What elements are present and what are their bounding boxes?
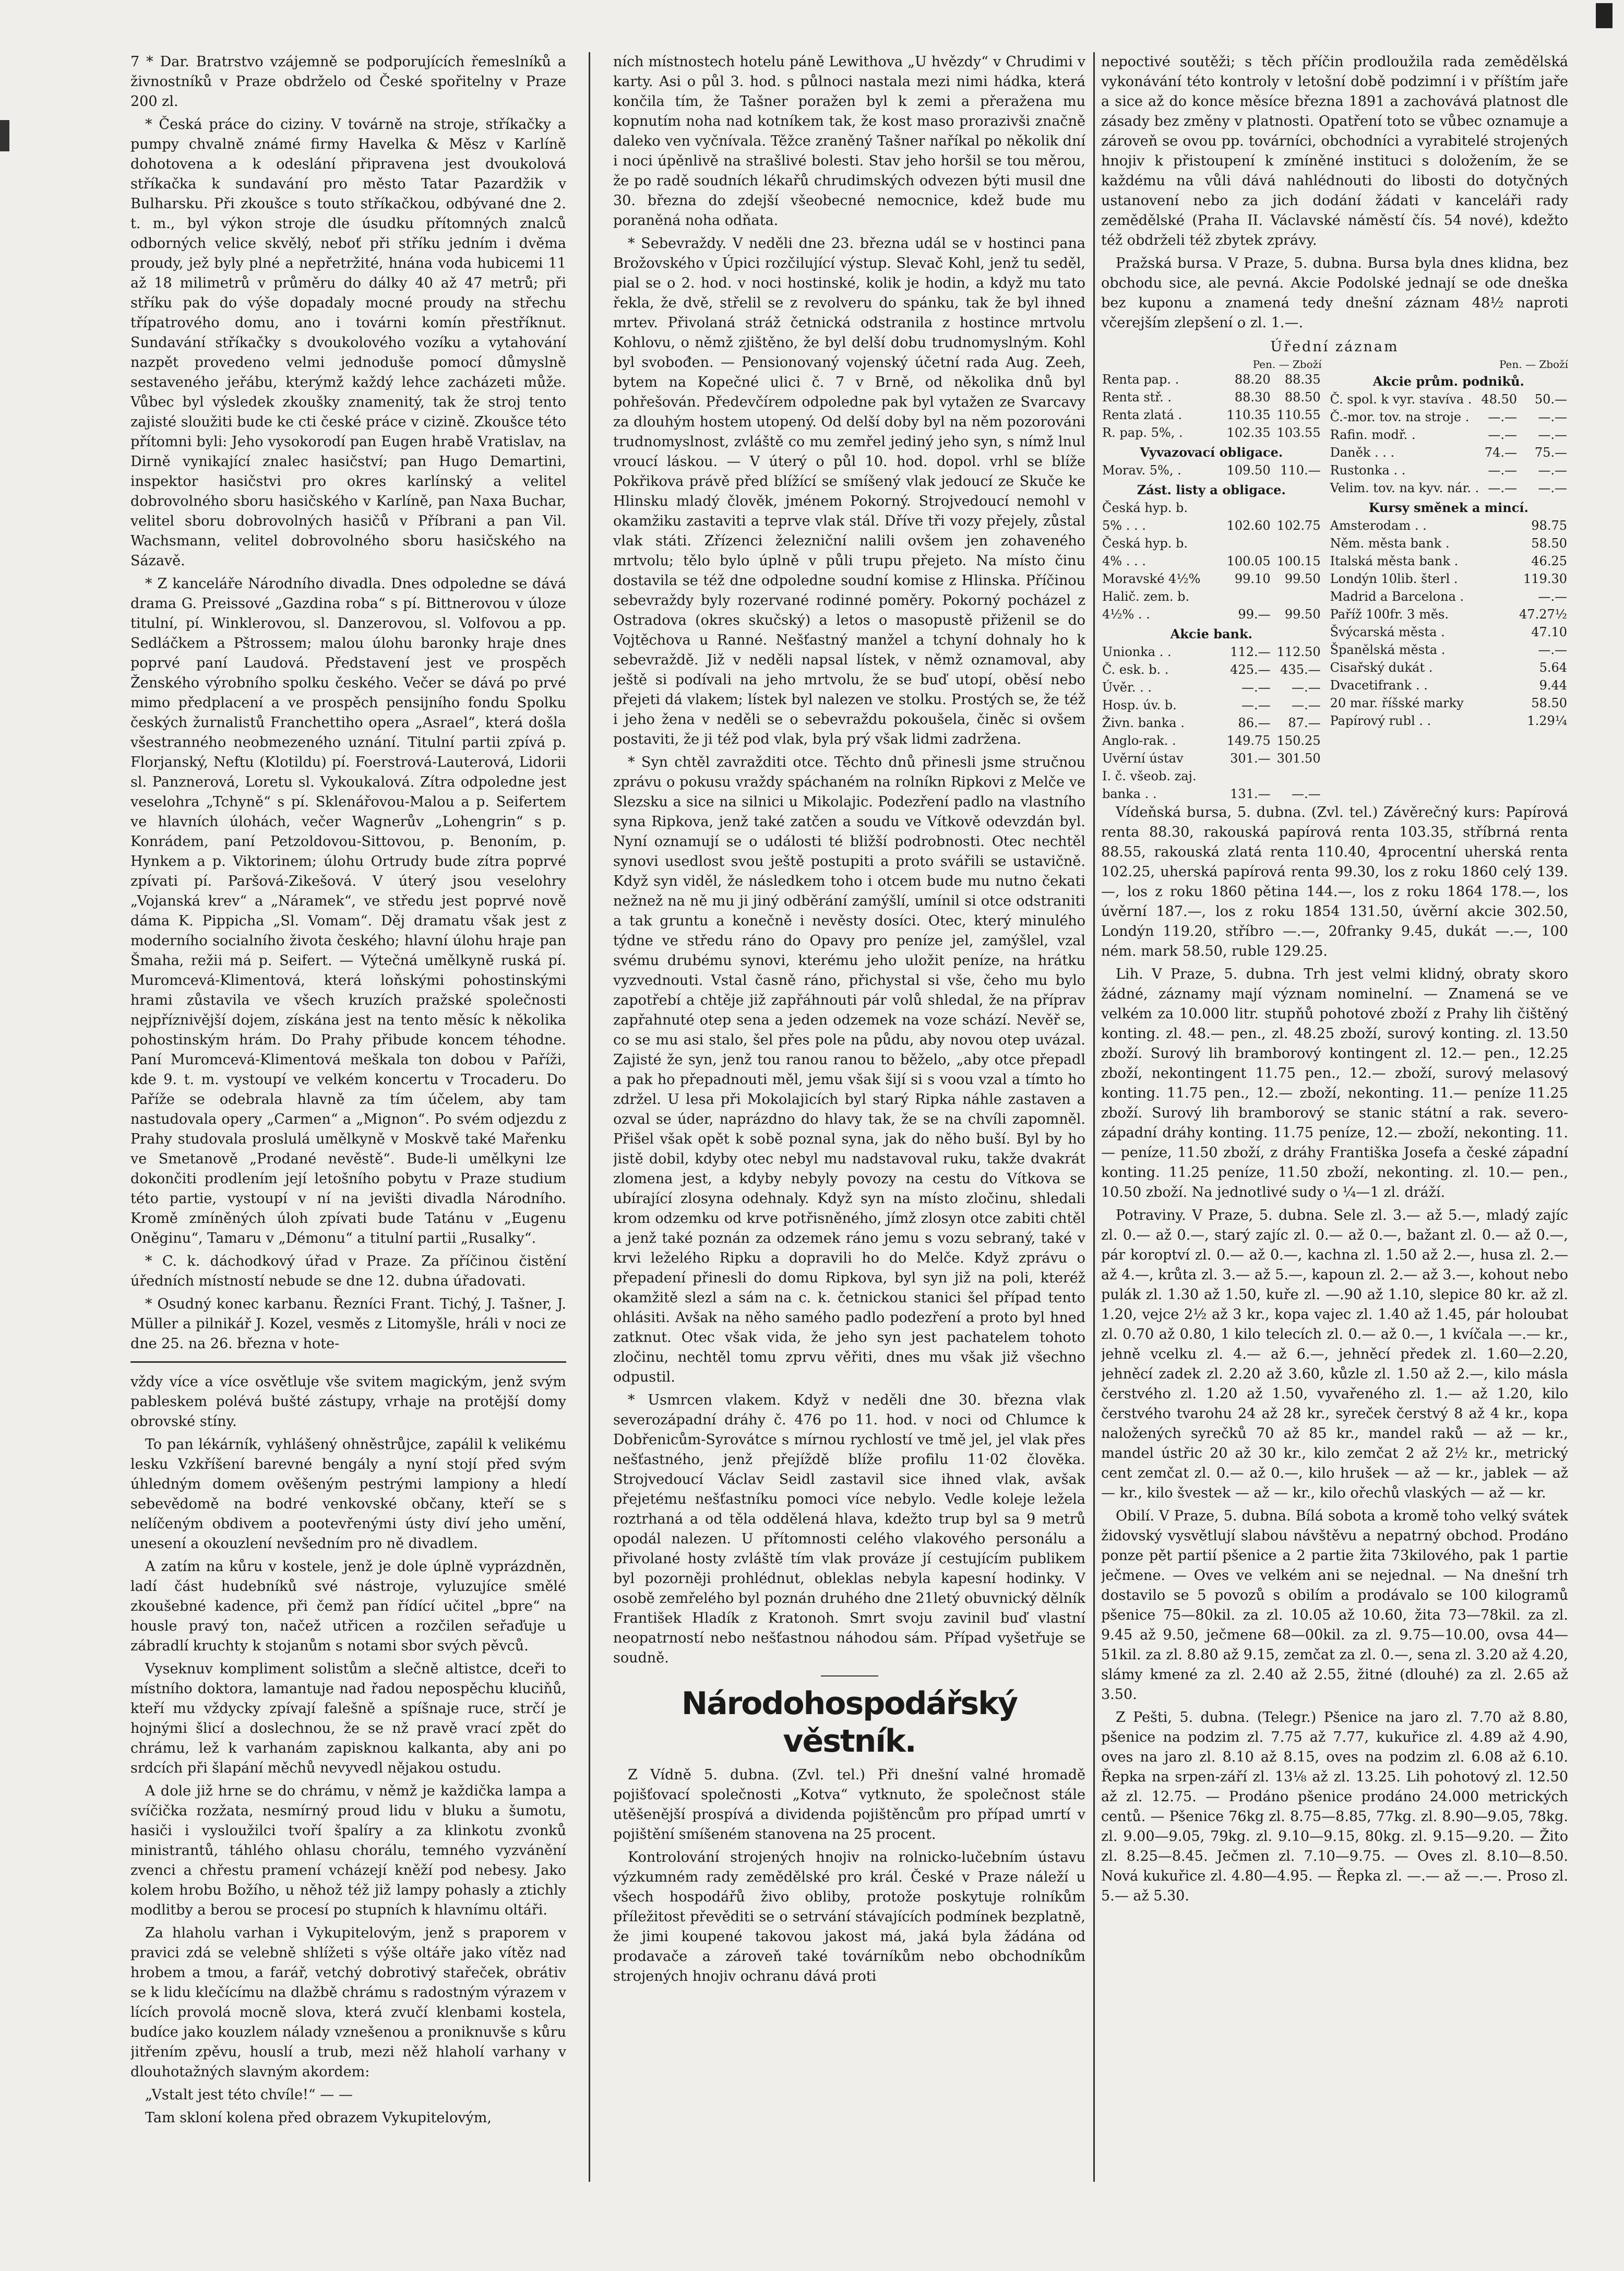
rates-section-row — [1329, 497, 1568, 517]
section-divider — [821, 1675, 878, 1677]
rate-zbozi: 150.25 — [1276, 733, 1321, 748]
rate-label: 5% . . . — [1102, 518, 1146, 533]
rate-pen — [1480, 588, 1518, 605]
rate-label: Č.-mor. tov. na stroje . — [1330, 410, 1470, 424]
rates-row — [1329, 390, 1568, 408]
feuilleton-paragraph: Tam skloní kolena před obrazem Vykupitelovým, — [145, 2110, 492, 2126]
rate-label: Anglo-rak. . — [1102, 733, 1176, 748]
rates-row — [1329, 426, 1568, 444]
rates-row — [1329, 694, 1568, 712]
rates-left-body — [1101, 371, 1322, 803]
rates-section-label: Zást. listy a obligace. — [1137, 482, 1286, 497]
rates-section-row — [1101, 442, 1322, 461]
rate-pen: 112.— — [1230, 645, 1271, 659]
rate-pen: 48.50 — [1481, 392, 1518, 407]
rate-zbozi: 435.— — [1280, 662, 1321, 677]
rates-row — [1101, 767, 1322, 785]
news-item: * Z kanceláře Národního divadla. Dnes odpoledne se dává drama G. Preissové „Gazdina roba“ s pí. Bittnerovou v úloze titulní, pí. Winklerovou, sl. Danzerovou, sl. Volfovou a pp. Sedláčkem a Pštrossem; malou úlohu baronky hraje dnes poprvé paní Laudová. Představení jest ve prospěch Ženského výrobního spolku českého. Večer se dává po prvé mimo předplacení a ve prospěch pensijního fondu Spolku českých žurnalistů Franchettiho opera „Asrael“, která došla všestranného neobmezeného uznání. Titulní partii zpívá p. Florjanský, Neftu (Klotildu) pí. Foerstrová-Lauterová, Lidorii sl. Panznerová, Loretu sl. Vykoukalová. Zítra odpoledne jest veselohra „Tchyně“ s pí. Sklenářovou-Malou a p. Seifertem ve hlavních úlohách, večer Wagnerův „Lohengrin“ s p. Konrádem, paní Petzoldovou-Sittovou, p. Benoním, p. Hynkem a p. Viktorinem; úlohu Ortrudy bude zítra poprvé zpívati pí. Paršová-Zikešová. V úterý jsou veselohry „Vojanská krev“ a „Náramek“, ve středu jest poprvé nově dáma K. Pippicha „Sl. Vomam“. Děj dramatu však jest z moderního socialního života českého; hlavní úlohu hraje pan Šmaha, režii má p. Seifert. — Výtečná umělkyně ruská pí. Muromcevá-Klimentová, která loňskými pohostinskými hrami zůstavila ve všech kruzích pražské společnosti nejpříznivější dojem, získána jest na tento měsíc k několika pohostinským hrám. Do Prahy přibude koncem téhodne. Paní Muromcevá-Klimentová meškala ton dobou v Paříži, kde 9. t. m. vystoupí ve velkém koncertu v Trocaderu. Do Paříže se odebrala hlavně za tím účelem, aby tam nastudovala opery „Carmen“ a „Mignon“. Po svém odjezdu z Prahy studovala proslulá umělkyně v Moskvě také Mařenku ve Smetanově „Prodané nevěstě“. Bude-li umělkyni lze dokončiti prodlením její letošního pobytu v Praze studium této partie, vystoupí v ní na jevišti divadla Národního. Kromě zmíněných úloh zpívati bude Tatánu v „Eugenu Oněginu“, Tamaru v „Démonu“ a titulní partii „Rusalky“. — [130, 576, 566, 1246]
rate-label: Č. esk. b. . — [1102, 662, 1169, 677]
section-heading: Národohospodářský věstník. — [681, 1685, 1018, 1759]
rate-pen: 109.50 — [1226, 463, 1271, 478]
rate-zbozi: 87.— — [1288, 716, 1321, 730]
rate-pen: 425.— — [1230, 662, 1271, 677]
rate-zbozi: 46.25 — [1531, 554, 1567, 568]
rate-zbozi: 88.50 — [1284, 390, 1321, 405]
rate-label: R. pap. 5%, . — [1102, 425, 1183, 440]
market-report: Z Pešti, 5. dubna. (Telegr.) Pšenice na jaro zl. 7.70 až 8.80, pšenice na podzim zl. 7.75 až 7.77, kukuřice zl. 4.89 až 4.90, oves na jaro zl. 8.10 až 8.15, oves na podzim zl. 6.08 až 6.10. Řepka na srpen-září zl. 13⅛ až zl. 13.25. Lih pohotový zl. 12.50 až zl. 12.75. — Prodáno pšenice prodáno 24.000 metrických centů. — Pšenice 76kg zl. 8.75—8.85, 77kg. zl. 8.90—9.05, 78kg. zl. 9.00—9.05, 79kg. zl. 9.10—9.15, 80kg. zl. 9.15—9.20. — Žito zl. 8.25—8.45. Ječmen zl. 7.10—9.75. — Oves zl. 8.10—8.50. Nová kukuřice zl. 4.80—4.95. — Řepka zl. —.— až —.—. Proso zl. 5.— až 5.30. — [1101, 1709, 1568, 1904]
rate-zbozi: 50.— — [1534, 392, 1567, 407]
rate-pen — [1480, 534, 1518, 552]
rate-label: Cisařský dukát . — [1330, 660, 1433, 675]
feuilleton-paragraph: vždy více a více osvětluje vše svitem magickým, jenž svým pableskem polévá bušté zástupy, vrhaje na protější domy obrovské stíny. — [130, 1374, 566, 1430]
column-2 — [613, 52, 1085, 2182]
rates-row — [1329, 517, 1568, 534]
rate-pen — [1480, 623, 1518, 641]
rate-label: Londýn 10lib. šterl . — [1330, 572, 1458, 586]
rate-zbozi: —.— — [1538, 410, 1567, 424]
rates-row — [1101, 517, 1322, 534]
binding-mark — [0, 120, 9, 151]
feuilleton-paragraph: To pan lékárník, vyhlášený ohněstrůjce, zapálil k velikému lesku Vzkříšení barevné bengály a nyní stojí před svým úhledným domem ověšeným pestrými lampiony a hledí sebevědomě na bodré venkovské občany, kteří se s nelíčeným obdivem a pootevřenými ústy diví jeho umění, unesení a okouzlení nevšedním pro ně divadlem. — [130, 1436, 566, 1552]
rate-label: Halič. zem. b. — [1102, 589, 1190, 604]
rate-label: 4% . . . — [1102, 554, 1146, 568]
rate-label: Uvěrní ústav — [1102, 751, 1184, 766]
rates-row — [1329, 444, 1568, 461]
rate-label: Italská města bank . — [1330, 554, 1459, 568]
rate-pen: 74.— — [1484, 445, 1518, 460]
rate-zbozi: —.— — [1538, 589, 1567, 604]
rate-pen: 149.75 — [1226, 733, 1271, 748]
feuilleton-paragraph: Za hlaholu varhan i Vykupitelovým, jenž s praporem v pravici zdá se velebně shlížeti s výše oltáře jako vítěz nad hrobem a tmou, a farář, vetchý dobrotivý stařeček, obrátiv se k lidu klečícímu na dlažbě chrámu s radostným výrazem v lících provolá mocně slova, která zvučí klenbami kostela, budíce jako kouzlem nálady vznešenou a proniknuvše s kůru jitřením zpěvu, houslí a trub, mezi něž hlaholí varhany v dlouhotažných slavným akordem: — [130, 1925, 566, 2080]
rates-row — [1101, 371, 1322, 388]
rate-label: Renta stř. . — [1102, 390, 1172, 405]
rate-pen: 99.— — [1238, 607, 1271, 622]
rate-label: Živn. banka . — [1102, 716, 1185, 730]
rate-pen: 88.20 — [1234, 372, 1271, 387]
market-report: Potraviny. V Praze, 5. dubna. Sele zl. 3.— až 5.—, mladý zajíc zl. 0.— až 0.—, starý zajíc zl. 0.— až 0.—, bažant zl. 0.— až 0.—, pár koroptví zl. 0.— až 0.—, kachna zl. 1.50 až 2.—, husa zl. 2.— až 4.—, krůta zl. 3.— až 5.—, kapoun zl. 2.— až 3.—, kohout nebo pulák zl. 1.30 až 1.50, kuře zl. —.90 až 1.10, slepice 80 kr. až zl. 1.20, vejce 2½ až 3 kr., kopa vajec zl. 1.40 až 1.45, pár holoubat zl. 0.70 až 0.80, 1 kilo telecích zl. 0.— až 0.—, 1 kvíčala —.— kr., jehně vcelku zl. 4.— až 6.—, jehněcí předek zl. 1.60—2.20, jehněcí zadek zl. 2.20 až 3.60, kůzle zl. 1.50 až 2.—, kilo másla čerstvého zl. 1.20 až 1.50, vyvařeného zl. 1.— až 1.20, kilo čerstvého tvarohu 24 až 28 kr., syreček čerstvý 8 až 4 kr., kopa naložených syrečků 70 až 85 kr., mandel raků — až — kr., mandel ústřic 20 až 30 kr., kilo zemčat 2 až 2½ kr., metrický cent zemčat zl. 0.— až 0.—, kilo hrušek — až — kr., jablek — až — kr., kilo švestek — až — kr., kilo ořechů vlaských — až — kr. — [1101, 1207, 1568, 1501]
rates-section-label: Akcie bank. — [1170, 626, 1252, 641]
rate-label: Morav. 5%, . — [1102, 463, 1181, 478]
rates-section-label: Kursy směnek a mincí. — [1368, 500, 1529, 515]
rate-zbozi: 99.50 — [1284, 572, 1321, 586]
rate-pen — [1480, 552, 1518, 570]
rate-label: Úvěr. . . — [1102, 680, 1152, 695]
rates-column-header: Pen. — Zboží — [1499, 358, 1568, 371]
rates-row — [1101, 696, 1322, 714]
rate-pen — [1222, 534, 1272, 552]
rates-table-title: Úřední záznam — [1270, 339, 1399, 355]
rate-zbozi: 58.50 — [1531, 536, 1567, 551]
feuilleton-paragraph: Vyseknuv kompliment solistům a slečně altistce, dceři to místního doktora, lamantuje nad řadou nepospěchu kluciňů, kteří mu vždycky zpívají falešně a spíšnaje ruce, strčí je hojnými šlicí a doslechnou, že se nž pravě vrací zpět do chrámu, lež k varhanám zapisknou kalkanta, aby ani po srdcích při šlapání měchů nevyvedl nějakou ostudu. — [130, 1661, 566, 1776]
rate-label: Moravské 4½% — [1102, 572, 1201, 586]
news-item: * Osudný konec karbanu. Řezníci Frant. Tichý, J. Tašner, J. Müller a pilnikář J. Kozel, vesměs z Litomyšle, hráli v noci ze dne 25. na 26. března v hote- — [130, 1296, 566, 1352]
rate-pen: 99.10 — [1234, 572, 1271, 586]
rates-row — [1101, 785, 1322, 803]
rate-zbozi — [1272, 534, 1322, 552]
rate-zbozi: 58.50 — [1531, 696, 1567, 710]
rate-zbozi: —.— — [1291, 680, 1321, 695]
rate-zbozi: 9.44 — [1539, 678, 1567, 693]
rates-row — [1329, 479, 1568, 497]
rates-row — [1329, 605, 1568, 623]
rates-row — [1329, 570, 1568, 588]
rates-row — [1101, 750, 1322, 767]
rate-label: Renta pap. . — [1102, 372, 1179, 387]
news-item: ních místnostech hotelu páně Lewithova „U hvězdy“ v Chrudimi v karty. Asi o půl 3. hod. s půlnoci nastala mezi nimi hádka, která končila tím, že Tašner poražen byl k zemi a přeražena mu kopnutím noha nad kotníkem tak, že kost maso prorazivši značně daleko ven vyčnívala. Těžce zraněný Tašner naříkal po několik dní i noci úpěnlivě na strašlivé bolesti. Stav jeho horšil se tou měrou, že po radě soudních lékařů chrudimských odvezen býti musil dne 30. března do zdejší všeobecné nemocnice, kdež bude mu poraněná noha odňata. — [613, 54, 1085, 229]
rate-pen: —.— — [1488, 481, 1518, 495]
rate-pen — [1222, 499, 1272, 517]
rate-zbozi: 100.15 — [1276, 554, 1321, 568]
rate-pen: 86.— — [1238, 716, 1271, 730]
rate-label: 4½% . . — [1102, 607, 1150, 622]
econ-item: nepoctivé soutěži; s těch příčin prodloužila rada zemědělská vykonávání této kontroly v letošní době podzimní i v příštím jaře a sice až do konce měsíce března 1891 a zachovává platnost dle zásady bez změny v platnosti. Opatření toto se vůbec oznamuje a zároveň se ovou pp. továrníci, obchodníci a vyrabitelé strojených hnojiv k přistoupení k zmíněné instituci s doložením, že se každému na vůli dává nahlédnouti do libosti do dotyčných ustanovení nebo za jich dodání žádati v kanceláři rady zemědělské (Praha II. Václavské náměstí čís. 54 nové), kdežto též obdrželi též zbytek zprávy. — [1101, 54, 1568, 248]
rate-zbozi: 103.55 — [1276, 425, 1321, 440]
rate-zbozi: 88.35 — [1284, 372, 1321, 387]
rate-pen — [1222, 767, 1272, 785]
rates-row — [1329, 461, 1568, 479]
rate-label: Renta zlatá . — [1102, 408, 1183, 422]
rate-zbozi — [1272, 499, 1322, 517]
econ-item: Z Vídně 5. dubna. (Zvl. tel.) Při dnešní valné hromadě pojišťovací společnosti „Kotva“ vytknuto, že společnost stále utěšenější prospívá a dividenda pojištěncům pro případ umrtí v pojištění smíšeném stanovena na 25 procent. — [613, 1767, 1085, 1842]
rate-label: Paříž 100fr. 3 měs. — [1330, 607, 1449, 622]
feuilleton-paragraph: A zatím na kůru v kostele, jenž je dole úplně vyprázdněn, ladí část hudebníků své nástroje, vyluzujíce smělé zkoušebné kadence, při čemž pan řídící učitel „bpre“ na housle pravý ton, načež utřicen a rozčilen seřaďuje u zábradlí kruchty k stojanům s notami sbor svých pěvců. — [130, 1559, 566, 1654]
rate-label: Hosp. úv. b. — [1102, 698, 1177, 712]
rates-row — [1329, 659, 1568, 676]
rate-pen — [1480, 641, 1518, 659]
rate-zbozi: —.— — [1538, 463, 1567, 478]
rate-zbozi: 110.— — [1280, 463, 1321, 478]
news-item: * Usmrcen vlakem. Když v neděli dne 30. března vlak severozápadní dráhy č. 476 po 11. hod. v noci od Chlumce k Dobřenicům-Syrovátce s mírnou rychlostí ve tmě jel, jel vlak přes nešťastného, jenž přejíždě blíže profilu 11·02 člověka. Strojvedoucí Václav Seidl zastavil sice ihned vlak, avšak přejetému nešťastníku pomoci více nebylo. Vedle koleje ležela roztrhaná a od těla oddělená hlava, kdežto trup byl sa 9 metrů opodál nalezen. U přítomnosti celého vlakového personálu a přivolané hosty zvláště tím vlak prováze jí cestujícím publikem byl pozorněji prohlédnut, obleklas nebyla kapesní hodinky. V osobě zemřelého byl poznán druhého dne 21letý obuvnický dělník František Hladík z Kratonoh. Smrt svoju zavinil buď vlastní neopatrností nebo nešťastnou náhodou sám. Případ vyšetřuje se soudně. — [613, 1392, 1085, 1666]
rates-row — [1101, 679, 1322, 696]
rates-row — [1329, 588, 1568, 605]
rate-label: Unionka . . — [1102, 645, 1172, 659]
rate-pen: 102.60 — [1226, 518, 1271, 533]
news-item: * Česká práce do ciziny. V továrně na stroje, stříkačky a pumpy chvalně známé firmy Havelka & Měsz v Karlíně dohotovena a k odeslání připravena jest dvoukolová stříkačka k sundavání pro město Tatar Pazardžik v Bulharsku. Při zkoušce s touto stříkačkou, odbývané dne 2. t. m., byl výkon stroje dle úsudku přítomných znalců odborných velice skvělý, neboť při stříku jedním i dvěma proudy, jež byly plné a nepřetržité, hnána voda hubicemi 11 až 18 milimetrů v průměru do dálky 40 až 47 metrů; při stříku pak do výše dopadaly mocné proudy na střechu třípatrového domu, ano i továrni komín přestříknut. Sundavání stříkačky s dvoukolového vozíku a vytahování nazpět provedeno velmi jednoduše pomocí důmyslně sestaveného jeřábu, kterýmž každý lehce zacházeti může. Vůbec byl výsledek zkoušky znamenitý, tak že stroj tento zajisté sloužiti bude ke cti české práce v cizině. Zkoušce této přítomni byli: Jeho vysokorodí pan Eugen hrabě Vratislav, na Dirně vynikající znalec hasičství; pan Hugo Demartini, inspektor hasičstvi pro okres karlínský a velitel dobrovolného sboru hasičského v Karlíně, pan Naxa Buchar, velitel sboru dobrovolných hasičů v Příbrani a pan Vil. Wachsmann, velitel dobrovolného sboru hasičského na Sázavě. — [130, 116, 566, 569]
rates-row — [1101, 406, 1322, 424]
feuilleton-divider — [130, 1361, 566, 1363]
rate-pen: —.— — [1241, 698, 1271, 712]
feuilleton-paragraph: „Vstalt jest této chvíle!“ — — — [145, 2087, 353, 2103]
rates-section-row — [1101, 479, 1322, 499]
rate-zbozi: —.— — [1291, 698, 1321, 712]
rate-label: Česká hyp. b. — [1102, 501, 1188, 515]
rate-zbozi: 75.— — [1534, 445, 1567, 460]
rate-pen: —.— — [1488, 463, 1518, 478]
rate-label: Česká hyp. b. — [1102, 536, 1188, 551]
rate-label: Španělská města . — [1330, 643, 1446, 657]
rate-pen: 88.30 — [1234, 390, 1271, 405]
rate-pen — [1480, 570, 1518, 588]
rates-row — [1101, 534, 1322, 552]
rate-label: Dvacetifrank . . — [1330, 678, 1428, 693]
rate-label: banka . . — [1102, 787, 1157, 801]
rates-right-body — [1329, 371, 1568, 730]
rate-label: Velim. tov. na kyv. nár. . — [1330, 481, 1479, 495]
rates-row — [1101, 605, 1322, 623]
rates-section-row — [1101, 623, 1322, 643]
rates-section-label: Akcie prům. podniků. — [1372, 374, 1524, 389]
rate-pen — [1480, 694, 1518, 712]
rate-pen — [1480, 712, 1518, 730]
rates-row — [1101, 388, 1322, 406]
rate-zbozi: —.— — [1538, 427, 1567, 442]
rate-pen: 102.35 — [1226, 425, 1271, 440]
rate-pen: 110.35 — [1226, 408, 1271, 422]
rates-row — [1101, 714, 1322, 732]
column-1 — [130, 52, 566, 2182]
rate-zbozi: 99.50 — [1284, 607, 1321, 622]
news-item: 7 * Dar. Bratrstvo vzájemně se podporujících řemeslníků a živnostníků v Praze obdrželo od České spořitelny v Praze 200 zl. — [130, 54, 566, 110]
rate-zbozi: 1.29¼ — [1527, 714, 1567, 728]
rate-label: Amsterodam . . — [1330, 518, 1427, 533]
rate-label: Rafin. modř. . — [1330, 427, 1416, 442]
rate-pen — [1222, 588, 1272, 605]
rate-label: 20 mar. říšské marky — [1330, 696, 1464, 710]
rate-zbozi: 47.10 — [1531, 625, 1567, 639]
rates-row — [1329, 408, 1568, 426]
rate-pen: —.— — [1241, 680, 1271, 695]
rates-column-header: Pen. — Zboží — [1252, 358, 1322, 371]
market-report: Vídeňská bursa, 5. dubna. (Zvl. tel.) Závěrečný kurs: Papírová renta 88.30, rakouská papírová renta 103.35, stříbrná renta 88.55, rakouská zlatá renta 110.40, 4procentní uherská renta 102.25, uherská papírová renta 99.30, los z roku 1860 celý 139.—, los z roku 1860 pětina 144.—, los z roku 1864 178.—, los úvěrní 187.—, los z roku 1854 131.50, úvěrní akcie 302.50, Londýn 119.20, stříbro —.—, 20franky 9.45, dukát —.—, 100 ném. mark 58.50, ruble 129.25. — [1101, 804, 1568, 959]
rates-row — [1329, 534, 1568, 552]
rate-label: Papírový rubl . . — [1330, 714, 1431, 728]
econ-item: Kontrolování strojených hnojiv na rolnicko-lučebním ústavu výzkumném rady zemědělské pro král. České v Praze náleží u všech hospodářů živo obliby, protože poskytuje rolníkům příležitost převěditi se o setrvání stávajících podmínek bezplatně, že jimi koupené takovou jakost má, jaká byla žádána od prodavače a zároveň také továrníkům nebo obchodníkům strojených hnojiv ochranu dává proti — [613, 1849, 1085, 1984]
rate-label: Rustonka . . — [1330, 463, 1406, 478]
rates-row — [1101, 552, 1322, 570]
rate-zbozi: 98.75 — [1531, 518, 1567, 533]
rate-zbozi: 119.30 — [1523, 572, 1567, 586]
rates-row — [1101, 499, 1322, 517]
rates-section-label: Vyvazovací obligace. — [1140, 445, 1283, 460]
rates-row — [1101, 461, 1322, 479]
rate-pen: —.— — [1488, 427, 1518, 442]
rate-label: Švýcarská města . — [1330, 625, 1445, 639]
rate-pen: 100.05 — [1226, 554, 1271, 568]
rates-row — [1329, 552, 1568, 570]
news-item: * Syn chtěl zavražditi otce. Těchto dnů přinesli jsme stručnou zprávu o pokusu vraždy spáchaném na rolníkn Ripkovi z Melče ve Slezsku a sice na silnici u Mikolajic. Podezření padlo na vlastního syna Ripkova, jenž také zatčen a soudu ve Vítkově odevzdán byl. Nyní oznamují se o události té bližší podrobnosti. Otec nechtěl synovi usedlost svou ještě postupiti a proto svářili se ustavičně. Když syn viděl, že následkem toho i otcem bude mu nutno čekati nežnež na ně mu ji jiný odběrání zamýšlí, umínil si otce odstraniti a tak gruntu a konečně i nevěsty dosíci. Otec, který minulého týdne ve středu ráno do Opavy pro peníze jel, zamýšlel, vzal svému drubému synovi, kterému jeho uložit peníze, na hrátku vyzvednouti. Vstal časně ráno, přichystal si vše, čeho mu bylo zapotřebí a chtěje již zapřáhnouti pár volů shledal, že na příprav zapřahnuté otep sena a jeden odzemek na voze schází. Nevěř se, co se mu asi stalo, šel přes pole na půdu, aby novou otep uvázal. Zajisté že syn, jenž tou ranou ranou to běželo, „aby otce přepadl a pak ho přepadnouti měl, jemu však šijí si s voou vzal a tímto ho zdržel. U lesa při Mokolajicích byl starý Ripka náhle zastaven a ozval se úder, naprázdno do hlavy tak, že se na chvíli zapomněl. Přišel však opět k sobě poznal syna, jak do něho buší. Byl by ho jistě dobil, kdyby otec nebyl mu nadstavoval ruku, takže dvakrát zlomena jest, a kdyby nebyly povozy na cestu do Vítkova se ubírající zlosyna odehnaly. Když syn na místo zločinu, shledali krom odzemku od krve potřisněného, jímž zlosyn otce zabiti chtěl a jenž také poznán za odzemek ráno jemu s vozu sebraný, také v krvi leželého Ripku a dopravili ho do Melče. Když zprávu o přepadení přinesli do domu Ripkova, byl syn již na poli, kteréž okamžitě slezl a sám na c. k. četnickou stanici šel případ tento ohlásiti. Avšak na něho samého padlo podezření a proto byl hned zatknut. Otec však vida, že jeho syn jest pachatelem tohoto zločinu, nechtěl tomu zprvu věřiti, dnes mu však již všechno odpustil. — [613, 754, 1085, 1385]
rates-row — [1329, 712, 1568, 730]
rates-row — [1101, 424, 1322, 442]
rate-label: Něm. města bank . — [1330, 536, 1450, 551]
rate-zbozi: —.— — [1538, 481, 1567, 495]
market-report: Lih. V Praze, 5. dubna. Trh jest velmi klidný, obraty skoro žádné, záznamy mají význam nominelní. — Znamená se ve velkém za 10.000 litr. stupňů pohotové zboží z Prahy lih čištěný konting. zl. 48.— pen., zl. 48.25 zboží, surový konting. zl. 13.50 zboží. Surový lih bramborový kontingent zl. 12.— pen., 12.25 zboží, nekontingent 11.75 pen., 12.— zboží, surový melasový konting. 11.75 pen., 12.— zboží, nekonting. 11.— peníze 11.25 zboží. Surový lih bramborový se stanic státní a rak. severo-západní dráhy konting. 11.75 peníze, 12.— zboží, nekonting. 11.— peníze, 11.50 zboží, z dráhy Františka Josefa a české západní konting. 11.25 peníze, 11.50 zboží, nekonting. zl. 10.— pen., 10.50 zboží. Na jednotlivé sudy o ¼—1 zl. dráží. — [1101, 966, 1568, 1200]
column-rule — [589, 52, 590, 2182]
econ-item: Pražská bursa. V Praze, 5. dubna. Bursa byla dnes klidna, bez obchodu sice, ale pevná. Akcie Podolské jednají se ode dneška bez kuponu a znamená tedy dnešní záznam 48½ naproti včerejším zlepšení o zl. 1.—. — [1101, 255, 1568, 331]
rate-zbozi — [1272, 767, 1322, 785]
rates-row — [1101, 643, 1322, 661]
rate-pen: —.— — [1488, 410, 1518, 424]
rates-row — [1329, 623, 1568, 641]
rate-pen — [1480, 659, 1518, 676]
news-item: * Sebevraždy. V neděli dne 23. března udál se v hostinci pana Brožovského v Úpici rozčilující výstup. Slevač Kohl, jenž tu seděl, pial se o 2. hod. v noci hostinské, kolik je hodin, a když mu tato řekla, že dvě, střelil se z revolveru do spánku, tak že byl ihned mrtev. Přivolaná stráž četnická odstranila z hostince mrtvolu Kohlovu, o němž zjištěno, že byl delší dobu trudnomyslným. Kohl byl svobođen. — Pensionovaný vojenský účetní rada Aug. Zeeh, bytem na Kopečné ulici č. 7 v Brně, od několika dnů byl pohřešován. Předevčírem odpoledne pak byl vytažen ze Svarcavy za dlouhým hostem utopený. Od delší doby byl na něm pozorováni trudnomyslnost, zvláště co mu zemřel jediný jeho syn, s nímž lnul vroucí láskou. — V úterý o půl 10. hod. dopol. vrhl se blíže Pokřikova právě před blížící se smíšený vlak jedoucí ze Skuče ke Hlinsku mladý člověk, jménem Pokorný. Strojvedoucí nemohl v okamžiku zastaviti a teprve vlak stál. Dříve tři vozy přejely, zůstal vlak státi. Zřízenci železniční nalili ovšem jen zohaveného mrtvolu; tělo bylo úplně v půli trupu přejeto. Na místo činu dostavila se též dne odpoledne soudní komise z Hlinska. Příčinou sebevraždy byly rozervané rodinné poměry. Pokorný pocházel z Ostradova (okres skučský) a letos o masopustě přiženil se do Vojtěchova u Ranné. Nešťastný manžel a tchyní dohnaly ho k sebevraždě. Již v neděli napsal lístek, v němž oznamoval, aby ještě si podívali na jeho mrtvolu, že se buď utopí, oběsí nebo přejeti dá vlakem; lístek byl nalezen ve stolku. Prostých se, že též i jeho žena v neděli se o sebevraždu pokoušela, činěc si ovšem postaviti, že ji též pod vlak, byla prý však lidmi zadržena. — [613, 235, 1085, 747]
rate-label: Madrid a Barcelona . — [1330, 589, 1464, 604]
rates-row — [1329, 676, 1568, 694]
rate-label: I. č. všeob. zaj. — [1102, 769, 1197, 783]
feuilleton-paragraph: A dole již hrne se do chrámu, v němž je každička lampa a svíčička rozžata, nesmírný proud lidu v bluku a šumotu, hasiči i vysloužilci tvoří špalíry a za klinkotu zvonků ministrantů, táhlého ohlasu chorálu, temného vyzvánění zvenci a chřestu pramení vcházejí kněží pod nebesy. Jako kolem hrobu Božího, u něhož též již lampy pohasly a ztichly modlitby a berou se procesí po stupních k hlavnímu oltáři. — [130, 1783, 566, 1918]
rates-row — [1101, 732, 1322, 750]
rate-pen: 301.— — [1230, 751, 1271, 766]
column-3 — [1101, 52, 1568, 2182]
rate-pen: 131.— — [1230, 787, 1271, 801]
rate-zbozi: 110.55 — [1276, 408, 1321, 422]
rate-zbozi: 102.75 — [1276, 518, 1321, 533]
rates-section-row — [1329, 371, 1568, 390]
rates-table — [1101, 358, 1568, 803]
rate-label: Daněk . . . — [1330, 445, 1395, 460]
rate-pen — [1480, 517, 1518, 534]
rates-row — [1101, 661, 1322, 679]
rates-row — [1101, 570, 1322, 588]
rate-label: Č. spol. k vyr. stavíva . — [1330, 392, 1472, 407]
rate-zbozi — [1272, 588, 1322, 605]
column-rule — [1093, 52, 1095, 2182]
rate-zbozi: 5.64 — [1539, 660, 1567, 675]
news-item: * C. k. dáchodkový úřad v Praze. Za příčinou čistění úředních místností nebude se dne 12. dubna úřadovati. — [130, 1253, 566, 1289]
rate-zbozi: 47.27½ — [1519, 607, 1567, 622]
rates-row — [1101, 588, 1322, 605]
rate-pen — [1480, 605, 1518, 623]
rate-pen — [1480, 676, 1518, 694]
rate-zbozi: 112.50 — [1276, 645, 1321, 659]
rate-zbozi: —.— — [1538, 643, 1567, 657]
rate-zbozi: 301.50 — [1276, 751, 1321, 766]
corner-print-mark — [1596, 3, 1613, 28]
rate-zbozi: —.— — [1291, 787, 1321, 801]
rates-row — [1329, 641, 1568, 659]
market-report: Obilí. V Praze, 5. dubna. Bílá sobota a kromě toho velký svátek židovský vysvětlují slabou návštěvu a nepatrný obchod. Prodáno ponze pět partií pšenice a 2 partie žita 73kilového, pak 1 partie ječmene. — Oves ve velkém ani se nejednal. — Na dnešní trh dostavilo se 5 povozů s obilím a prodávalo se 100 kilogramů pšenice 75—80kil. za zl. 10.05 až 10.60, žita 73—78kil. za zl. 9.45 až 9.50, ječmene 68—00kil. za zl. 9.75—10.00, ovsa 44—51kil. za zl. 8.80 až 9.15, zemčat za zl. 0.—, sena zl. 3.20 až 4.20, slámy kmené za zl. 2.40 až 2.55, žitné (dlouhé) za zl. 2.65 až 3.50. — [1101, 1508, 1568, 1703]
